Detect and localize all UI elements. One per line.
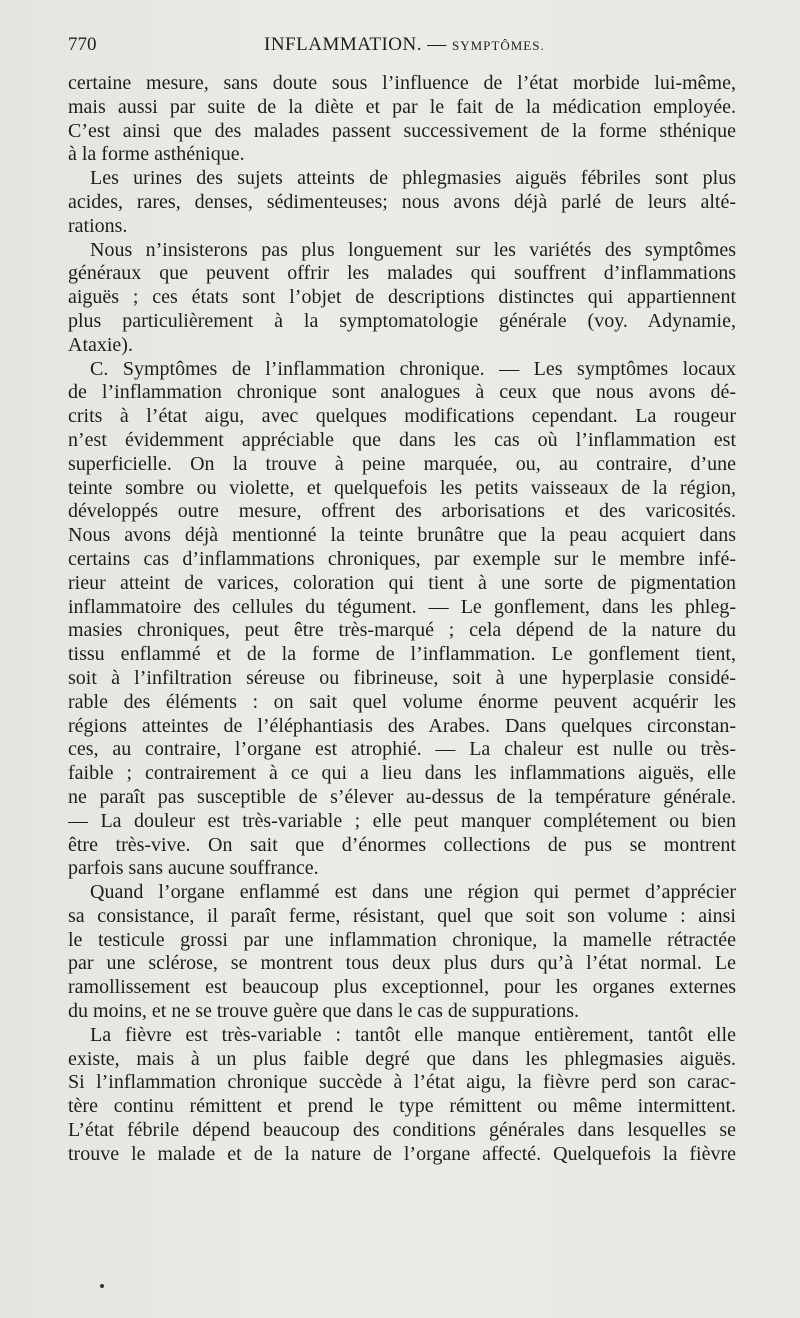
text-line: certains cas d’inflammations chroniques, par exemple sur le membre infé- [68,547,736,570]
text-line: certaine mesure, sans doute sous l’influence de l’état morbide lui-même, [68,72,736,94]
text-line: tissu enflammé et de la forme de l’inflammation. Le gonflement tient, [68,643,736,666]
text-line: n’est évidemment appréciable que dans les cas où l’inflammation est [68,428,736,451]
print-speck [100,1284,104,1288]
text-line: soit à l’infiltration séreuse ou fibrineuse, soit à une hyperplasie considé- [68,666,736,689]
text-line: mais aussi par suite de la diète et par le fait de la médication employée. [68,95,736,118]
text-line: à la forme asthénique. [68,143,245,166]
text-line: rable des éléments : on sait quel volume énorme peuvent acquérir les [68,690,736,713]
text-line: rations. [68,214,128,237]
text-line: régions atteintes de l’éléphantiasis des Arabes. Dans quelques circonstan- [68,714,736,737]
text-line: parfois sans aucune souffrance. [68,857,319,880]
text-line: acides, rares, denses, sédimenteuses; nous avons déjà parlé de leurs alté- [68,190,736,213]
text-line: de l’inflammation chronique sont analogues à ceux que nous avons dé- [68,381,736,404]
text-line: plus particulièrement à la symptomatologie générale (voy. Adynamie, [68,309,736,332]
text-line: par une sclérose, se montrent tous deux plus durs qu’à l’état normal. Le [68,952,736,975]
text-line: rieur atteint de varices, coloration qui tient à une sorte de pigmentation [68,571,736,594]
text-line: existe, mais à un plus faible degré que dans les phlegmasies aiguës. [68,1047,736,1070]
text-line: sa consistance, il paraît ferme, résistant, quel que soit son volume : ainsi [68,904,736,927]
running-head-subtitle: SYMPTÔMES. [451,38,545,53]
text-line: Ataxie). [68,333,133,356]
running-head-title: INFLAMMATION. — [264,34,447,55]
text-line: C. Symptômes de l’inflammation chronique. — Les symptômes locaux [90,357,736,380]
text-line: Les urines des sujets atteints de phlegmasies aiguës fébriles sont plus [90,167,736,190]
text-line: le testicule grossi par une inflammation chronique, la mamelle rétractée [68,928,736,951]
text-line: Quand l’organe enflammé est dans une région qui permet d’apprécier [90,881,736,904]
text-line: Nous n’insisterons pas plus longuement sur les variétés des symptômes [90,238,736,261]
text-line: faible ; contrairement à ce qui a lieu dans les inflammations aiguës, elle [68,762,736,785]
text-line: inflammatoire des cellules du tégument. — Le gonflement, dans les phleg- [68,595,736,618]
text-line: trouve le malade et de la nature de l’organe affecté. Quelquefois la fièvre [68,1142,736,1165]
text-line: du moins, et ne se trouve guère que dans le cas de suppurations. [68,1000,579,1023]
text-line: teinte sombre ou violette, et quelquefois les petits vaisseaux de la région, [68,476,736,499]
running-head [264,34,545,56]
text-line: Si l’inflammation chronique succède à l’état aigu, la fièvre perd son carac- [68,1071,736,1094]
text-line: généraux que peuvent offrir les malades qui souffrent d’inflammations [68,262,736,285]
text-line: ramollissement est beaucoup plus exceptionnel, pour les organes externes [68,976,736,999]
page-number: 770 [68,34,97,55]
text-line: crits à l’état aigu, avec quelques modifications cependant. La rougeur [68,405,736,428]
page-header [68,34,738,60]
text-line: aiguës ; ces états sont l’objet de descriptions distinctes qui appartiennent [68,286,736,309]
text-line: être très-vive. On sait que d’énormes collections de pus se montrent [68,833,736,856]
text-line: tère continu rémittent et prend le type rémittent ou même intermittent. [68,1095,736,1118]
text-line: C’est ainsi que des malades passent successivement de la forme sthénique [68,119,736,142]
text-line: ne paraît pas susceptible de s’élever au-dessus de la température générale. [68,785,736,808]
text-line: superficielle. On la trouve à peine marquée, ou, au contraire, d’une [68,452,736,475]
text-line: La fièvre est très-variable : tantôt elle manque entièrement, tantôt elle [90,1023,736,1046]
body-text [68,72,736,1167]
text-line: développés outre mesure, offrent des arborisations et des varicosités. [68,500,736,523]
text-line: L’état fébrile dépend beaucoup des conditions générales dans lesquelles se [68,1119,736,1142]
text-line: Nous avons déjà mentionné la teinte brunâtre que la peau acquiert dans [68,524,736,547]
text-line: ces, au contraire, l’organe est atrophié. — La chaleur est nulle ou très- [68,738,736,761]
text-line: — La douleur est très-variable ; elle peut manquer complétement ou bien [68,809,736,832]
text-line: masies chroniques, peut être très-marqué ; cela dépend de la nature du [68,619,736,642]
